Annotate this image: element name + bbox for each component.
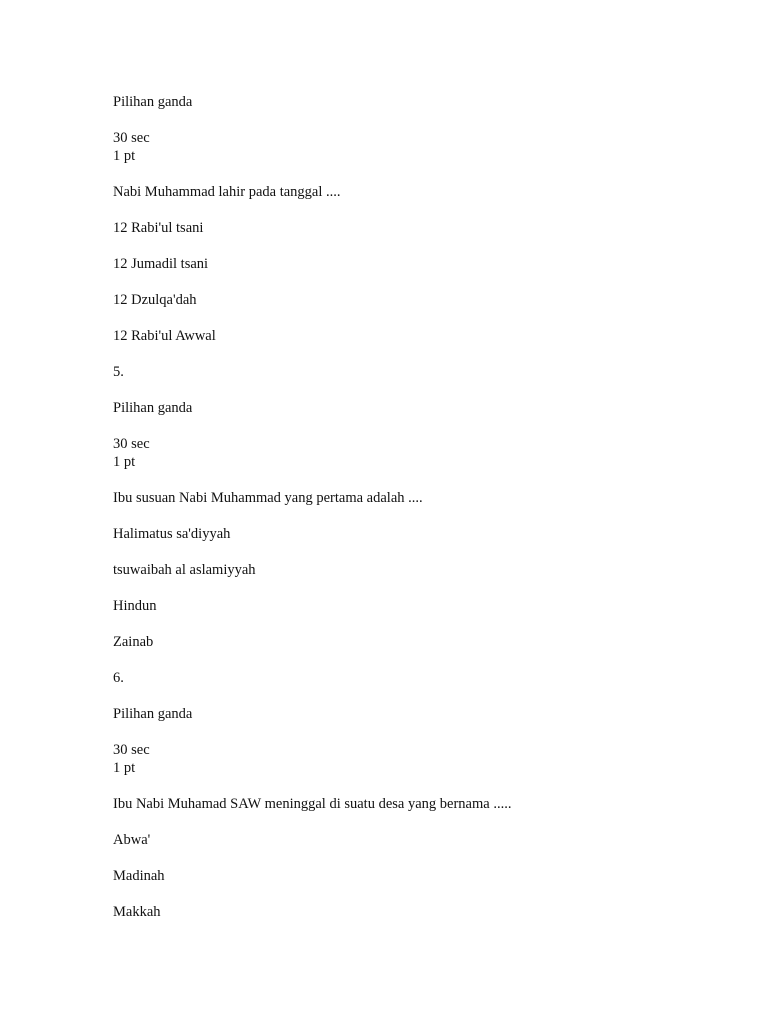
answer-option: 12 Jumadil tsani <box>113 256 209 272</box>
question-type: Pilihan ganda <box>113 706 193 722</box>
question-prompt: Nabi Muhammad lahir pada tanggal .... <box>113 184 341 200</box>
question-block <box>113 363 713 651</box>
question-points: 1 pt <box>113 760 136 776</box>
answer-option: Abwa' <box>113 832 151 848</box>
answer-option: Halimatus sa'diyyah <box>113 526 231 542</box>
question-time: 30 sec <box>113 436 150 452</box>
answer-option: Madinah <box>113 868 165 884</box>
question-number: 6. <box>113 670 124 686</box>
question-block <box>113 669 713 921</box>
answer-option: 12 Dzulqa'dah <box>113 292 197 308</box>
answer-option: Hindun <box>113 598 157 614</box>
answer-option: 12 Rabi'ul tsani <box>113 220 204 236</box>
answer-option: 12 Rabi'ul Awwal <box>113 328 216 344</box>
answer-option: tsuwaibah al aslamiyyah <box>113 562 256 578</box>
question-points: 1 pt <box>113 454 136 470</box>
question-time: 30 sec <box>113 130 150 146</box>
question-points: 1 pt <box>113 148 136 164</box>
answer-option: Makkah <box>113 904 161 920</box>
question-prompt: Ibu Nabi Muhamad SAW meninggal di suatu desa yang bernama ..... <box>113 796 512 812</box>
question-prompt: Ibu susuan Nabi Muhammad yang pertama adalah .... <box>113 490 423 506</box>
question-block <box>113 93 713 345</box>
question-number: 5. <box>113 364 124 380</box>
question-time: 30 sec <box>113 742 150 758</box>
question-type: Pilihan ganda <box>113 400 193 416</box>
answer-option: Zainab <box>113 634 154 650</box>
document-body <box>113 93 713 939</box>
question-type: Pilihan ganda <box>113 94 193 110</box>
